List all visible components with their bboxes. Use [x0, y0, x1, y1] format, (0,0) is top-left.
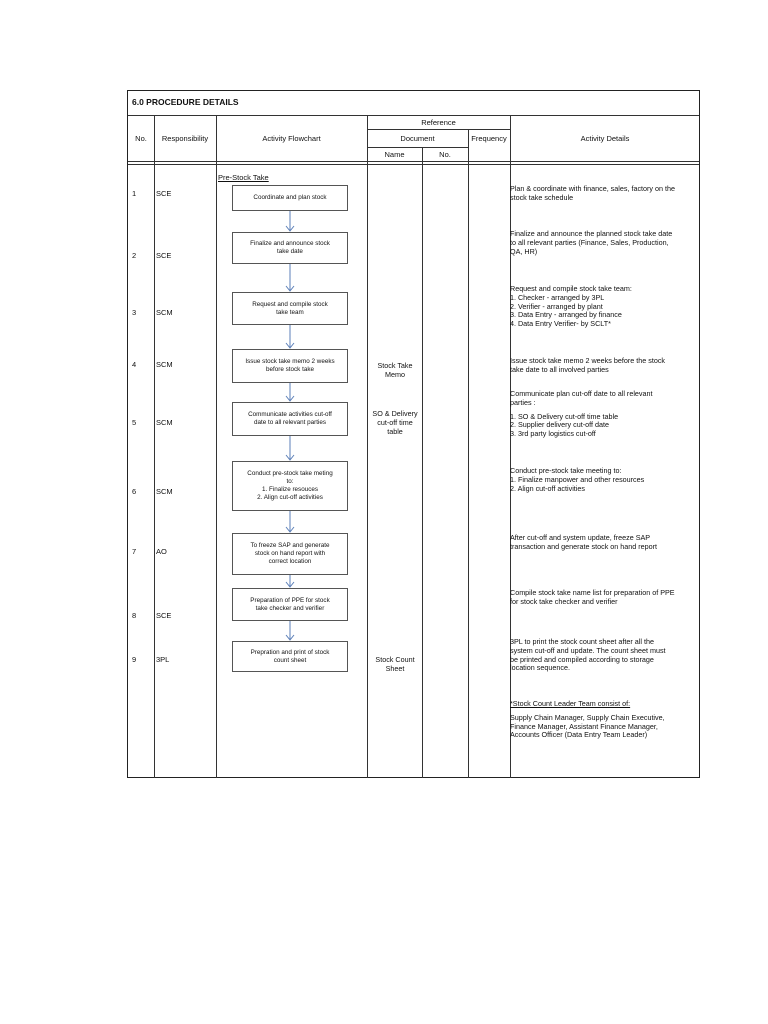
header-bottom-line-2 [128, 164, 699, 165]
header-activity-details: Activity Details [580, 134, 630, 143]
header-doc-name: Name [384, 150, 405, 159]
row-no: 8 [132, 611, 137, 620]
flow-heading: Pre-Stock Take [218, 173, 269, 182]
activity-detail: After cut-off and system update, freeze SAP transaction and generate stock on hand report [510, 533, 658, 551]
row-responsibility: SCE [156, 251, 172, 260]
activity-detail: Plan & coordinate with finance, sales, factory on the stock take schedule [510, 184, 676, 202]
col-divider-responsibility [216, 115, 217, 778]
flow-arrow-down-icon [289, 264, 291, 292]
flow-step-box: Prepration and print of stock count sheet [232, 641, 348, 672]
activity-detail: 3PL to print the stock count sheet after all the system cut-off and update. The count sheet must be printed and compiled according to storage location sequence. [510, 637, 666, 673]
header-reference: Reference [421, 118, 456, 127]
flow-arrow-down-icon [289, 325, 291, 349]
document-divider [367, 147, 468, 148]
col-divider-doc-name [422, 147, 423, 778]
row-responsibility: SCM [156, 308, 173, 317]
activity-detail: Conduct pre-stock take meeting to: 1. Finalize manpower and other resources 2. Align cut-off activities [510, 466, 645, 493]
flow-step-box: To freeze SAP and generate stock on hand report with correct location [232, 533, 348, 575]
header-frequency: Frequency [471, 134, 507, 143]
flow-arrow-down-icon [289, 211, 291, 232]
header-no: No. [135, 134, 147, 143]
row-responsibility: 3PL [156, 655, 170, 664]
section-title: 6.0 PROCEDURE DETAILS [132, 97, 239, 107]
row-responsibility: SCM [156, 418, 173, 427]
flow-arrow-down-icon [289, 511, 291, 533]
col-divider-flowchart [367, 115, 368, 778]
flow-arrow-down-icon [289, 621, 291, 641]
reference-doc-name: SO & Delivery cut-off time table [372, 409, 418, 436]
header-bottom-line-1 [128, 161, 699, 162]
row-no: 1 [132, 189, 137, 198]
flow-arrow-down-icon [289, 383, 291, 402]
flow-step-box: Communicate activities cut-off date to all relevant parties [232, 402, 348, 436]
row-responsibility: SCE [156, 611, 172, 620]
activity-detail: Request and compile stock take team: 1. Checker - arranged by 3PL 2. Verifier - arranged by plant 3. Data Entry - arranged by finance 4. Data Entry Verifier- by SCLT* [510, 284, 632, 329]
flow-step-box: Finalize and announce stock take date [232, 232, 348, 264]
activity-detail: Finalize and announce the planned stock take date to all relevant parties (Finance, Sales, Production, QA, HR) [510, 229, 673, 256]
row-no: 3 [132, 308, 137, 317]
flow-arrow-down-icon [289, 575, 291, 588]
leader-team-note: *Stock Count Leader Team consist of: Supply Chain Manager, Supply Chain Executive, Finance Manager, Assistant Finance Manager, Accounts Officer (Data Entry Team Leader) [510, 700, 700, 740]
reference-divider [367, 129, 510, 130]
row-no: 2 [132, 251, 137, 260]
header-activity-flowchart: Activity Flowchart [262, 134, 321, 143]
reference-doc-name: Stock Count Sheet [375, 655, 415, 673]
header-document: Document [400, 134, 435, 143]
col-divider-frequency [510, 115, 511, 778]
header-responsibility: Responsibility [161, 134, 209, 143]
flow-step-box: Request and compile stock take team [232, 292, 348, 325]
activity-detail: Communicate plan cut-off date to all relevant parties : 1. SO & Delivery cut-off time table 2. Supplier delivery cut-off date 3. 3rd party logistics cut-off [510, 389, 653, 439]
row-no: 4 [132, 360, 137, 369]
col-divider-doc-no [468, 129, 469, 778]
flow-step-box: Coordinate and plan stock [232, 185, 348, 211]
reference-doc-name: Stock Take Memo [377, 361, 413, 379]
header-doc-no: No. [439, 150, 451, 159]
row-responsibility: AO [156, 547, 167, 556]
flow-step-box: Issue stock take memo 2 weeks before stock take [232, 349, 348, 383]
flow-step-box: Preparation of PPE for stock take checker and verifier [232, 588, 348, 621]
row-responsibility: SCM [156, 487, 173, 496]
note-heading: *Stock Count Leader Team consist of: [510, 699, 631, 708]
title-divider [128, 115, 699, 116]
row-no: 6 [132, 487, 137, 496]
procedure-details-table [127, 90, 700, 778]
row-responsibility: SCE [156, 189, 172, 198]
activity-detail: Issue stock take memo 2 weeks before the stock take date to all involved parties [510, 356, 666, 374]
flow-step-box: Conduct pre-stock take meting to: 1. Finalize resouces 2. Align cut-off activities [232, 461, 348, 511]
row-no: 5 [132, 418, 137, 427]
activity-detail: Compile stock take name list for preparation of PPE for stock take checker and verifier [510, 588, 675, 606]
col-divider-no [154, 115, 155, 778]
row-no: 7 [132, 547, 137, 556]
flow-arrow-down-icon [289, 436, 291, 461]
row-responsibility: SCM [156, 360, 173, 369]
row-no: 9 [132, 655, 137, 664]
